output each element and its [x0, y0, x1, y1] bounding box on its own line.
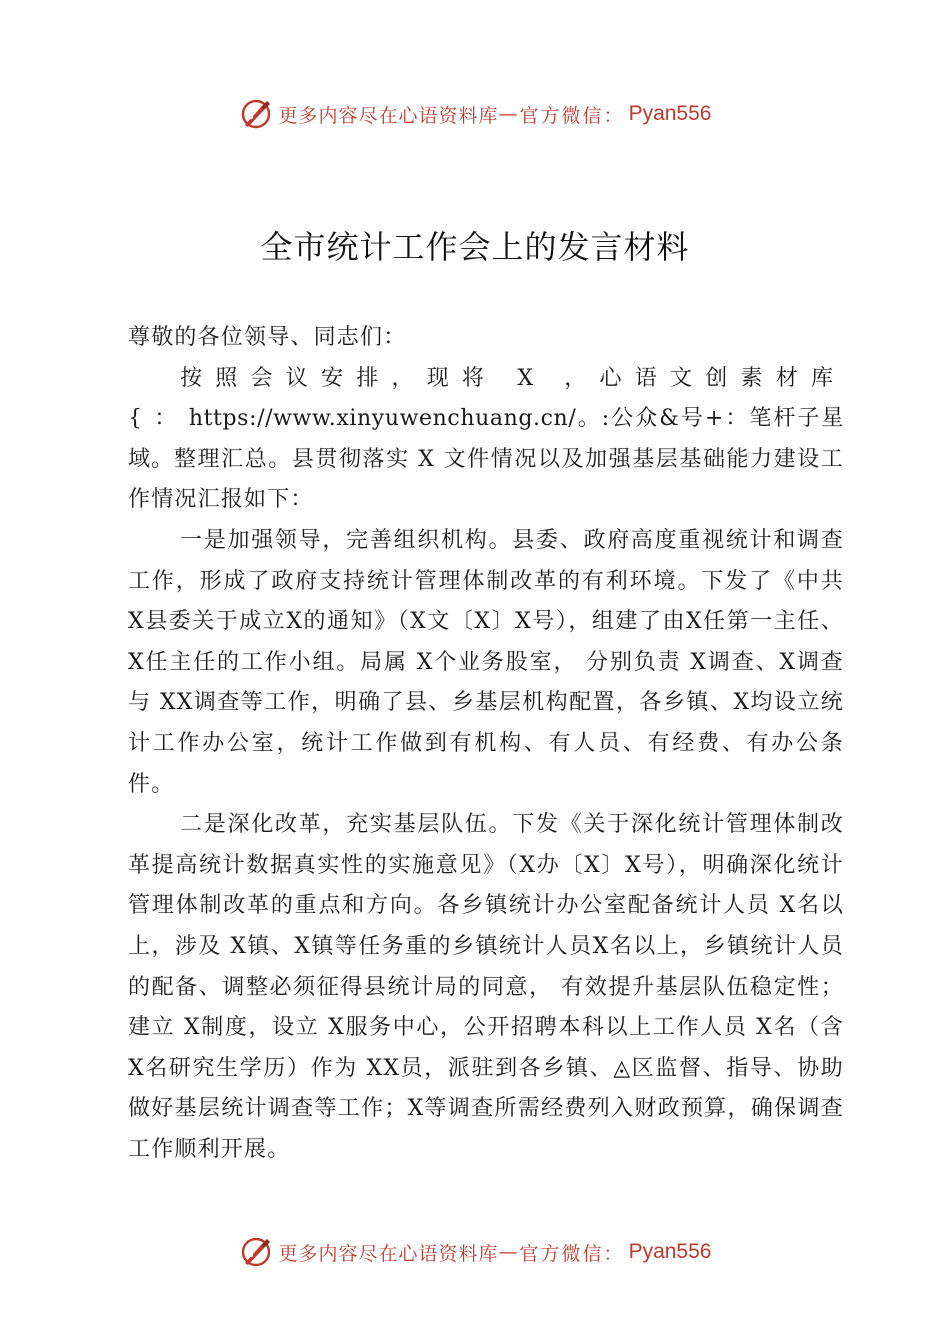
- banner-text: 更多内容尽在心语资料库: [278, 104, 499, 127]
- intro-rest-text: 整理汇总。县贯彻落实 X 文件情况以及加强基层基础能力建设工作情况汇报如下：: [128, 446, 845, 513]
- paragraph-2: 二是深化改革，充实基层队伍。下发《关于深化统计管理体制改革提高统计数据真实性的实施意见》（X办〔X〕X号），明确深化统计管理体制改革的重点和方向。各乡镇统计办公室配备统计人员 X名以上，涉及 X镇、X镇等任务重的乡镇统计人员X名以上，乡镇统计人员的配备、调整必须征得县统计局的同意， 有效提升基层队伍稳定性；建立 X制度，设立 X服务中心，公开招聘本科以上工作人员 X名（含 X名研究生学历）作为 XX员，派驻到各乡镇、◬区监督、指导、协助做好基层统计调查等工作；X等调查所需经费列入财政预算，确保调查工作顺利开展。: [128, 812, 844, 1162]
- banner-wechat-id: Pyan556: [628, 102, 712, 125]
- salutation: 尊敬的各位领导、同志们：: [128, 325, 407, 350]
- banner-wechat-id: Pyan556: [628, 1240, 712, 1263]
- pen-logo-icon: [239, 1235, 273, 1269]
- footer-banner: [0, 1232, 950, 1272]
- banner-text: 更多内容尽在心语资料库: [278, 1242, 499, 1265]
- header-banner: [0, 94, 950, 134]
- intro-url-text: https://www.xinyuwenchuang.cn/。:公众&号+：笔杆子星域。: [128, 406, 844, 472]
- document-body: [128, 318, 844, 1170]
- banner-separator: —: [498, 103, 518, 125]
- intro-paragraph: [128, 359, 844, 521]
- paragraph-1: 一是加强领导，完善组织机构。县委、政府高度重视统计和调查工作，形成了政府支持统计管理体制改革的有利环境。下发了《中共 X县委关于成立X的通知》（X文〔X〕X号），组建了由X任第一主任、X任主任的工作小组。局属 X个业务股室， 分别负责 X调查、X调查与 XX调查等工作，明确了县、乡基层机构配置，各乡镇、X均设立统计工作办公室，统计工作做到有机构、有人员、有经费、有办公条件。: [128, 527, 844, 797]
- banner-subtext: 官方微信：: [519, 104, 625, 127]
- document-title: 全市统计工作会上的发言材料: [260, 228, 690, 266]
- pen-logo-icon: [239, 97, 273, 131]
- intro-spaced-text: 按照会议安排，现将 X ，心语文创素材库{：: [128, 365, 844, 432]
- banner-subtext: 官方微信：: [519, 1242, 625, 1265]
- banner-separator: —: [498, 1241, 518, 1263]
